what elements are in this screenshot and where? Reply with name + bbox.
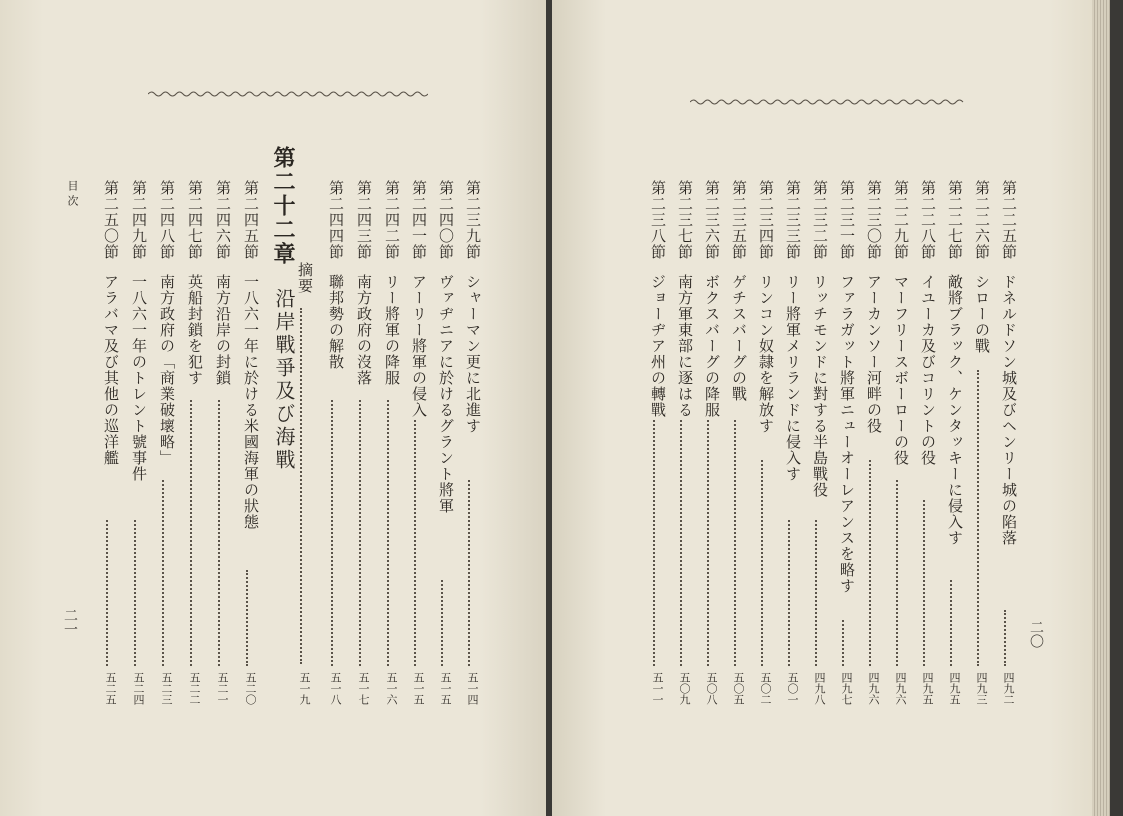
dot-leader [162,480,165,666]
running-header: 目次 [66,180,79,210]
section-title: シャーマン更に北進す [464,274,482,434]
page-number: 四九八 [813,672,826,705]
page-number: 四九六 [867,672,880,705]
section-title: リー將軍メリランドに侵入す [784,274,802,482]
left-page [0,0,546,816]
toc-entry [670,180,694,705]
section-number: 第二三二節 [811,180,829,260]
page-edges [1092,0,1110,816]
page-number: 四九六 [894,672,907,705]
section-title: アーリー將軍の侵入 [410,274,428,418]
dot-leader [653,420,656,666]
toc-entry [832,180,856,705]
section-title: 南方政府の「商業破壞略」 [158,274,176,466]
page-number: 五一九 [298,672,311,705]
toc-entry [913,180,937,705]
dot-leader [950,580,953,666]
dot-leader [869,460,872,666]
toc-entry [643,180,667,705]
folio-number: 二〇 [1028,620,1044,648]
chapter-number: 第二十二章 [270,146,296,266]
toc-entry [967,180,991,705]
chapter-summary [290,262,314,705]
dot-leader [1004,610,1007,666]
section-title: マーフリースボーローの役 [892,274,910,466]
section-number: 第二三一節 [838,180,856,260]
dot-leader [359,400,362,666]
page-number: 四九五 [948,672,961,705]
section-number: 第二四五節 [242,180,260,260]
dot-leader [331,400,334,666]
dot-leader [246,570,249,666]
page-number: 五一四 [466,672,479,705]
dot-leader [441,580,444,666]
dot-leader [134,520,137,666]
section-title: 一八六一年に於ける米國海軍の狀態 [242,274,260,530]
toc-entry [805,180,829,705]
section-title: 南方軍東部に逐はる [676,274,694,418]
toc-entry [886,180,910,705]
top-wavy-rule [148,90,428,98]
page-number: 五〇二 [759,672,772,705]
section-number: 第二二六節 [973,180,991,260]
section-number: 第二二五節 [1000,180,1018,260]
toc-entry [377,180,401,705]
section-number: 第二三四節 [757,180,775,260]
toc-entry [152,180,176,705]
toc-entry [404,180,428,705]
section-number: 第二三七節 [676,180,694,260]
page-number: 五二五 [104,672,117,705]
section-number: 第二三三節 [784,180,802,260]
summary-label: 摘要 [296,262,314,294]
section-number: 第二四七節 [186,180,204,260]
section-number: 第二三九節 [464,180,482,260]
toc-entry [124,180,148,705]
section-number: 第二四一節 [410,180,428,260]
page-number: 五二四 [132,672,145,705]
chapter-title: 沿岸戰爭及び海戰 [272,288,296,472]
page-number: 五二一 [216,672,229,705]
section-number: 第二四〇節 [437,180,455,260]
toc-entry [994,180,1018,705]
section-number: 第二四三節 [355,180,373,260]
page-number: 五一八 [329,672,342,705]
section-number: 第二四八節 [158,180,176,260]
toc-entry [778,180,802,705]
top-wavy-rule [690,98,966,106]
section-number: 第二四四節 [327,180,345,260]
section-number: 第二二七節 [946,180,964,260]
dot-leader [414,420,417,666]
section-title: シローの戰 [973,274,991,354]
dot-leader [977,370,980,666]
toc-entry [859,180,883,705]
dot-leader [815,520,818,666]
folio-number: 二一 [62,608,78,636]
section-title: リッチモンドに對する半島戰役 [811,274,829,498]
toc-entry [431,180,455,705]
section-title: ヴァヂニアに於けるグラント將軍 [437,274,455,514]
section-title: 英船封鎖を犯す [186,274,204,386]
page-number: 五一一 [651,672,664,705]
dot-leader [387,400,390,666]
toc-entry [940,180,964,705]
page-number: 四九三 [975,672,988,705]
section-title: リンコン奴隷を解放す [757,274,775,434]
toc-entry [96,180,120,705]
page-number: 五一六 [385,672,398,705]
section-number: 第二三六節 [703,180,721,260]
page-number: 五〇一 [786,672,799,705]
dot-leader [300,308,303,664]
toc-entry [321,180,345,705]
toc-entry [208,180,232,705]
page-number: 五二三 [160,672,173,705]
page-number: 五二〇 [244,672,257,705]
page-number: 五一七 [357,672,370,705]
dot-leader [190,400,193,666]
section-title: ジョーヂア州の轉戰 [649,274,667,418]
section-number: 第二二八節 [919,180,937,260]
dot-leader [734,420,737,666]
page-number: 五一五 [412,672,425,705]
section-title: 南方沿岸の封鎖 [214,274,232,386]
page-number: 五〇五 [732,672,745,705]
dot-leader [923,500,926,666]
dot-leader [842,620,845,666]
page-number: 四九七 [840,672,853,705]
section-title: 南方政府の沒落 [355,274,373,386]
dot-leader [468,480,471,666]
toc-entry [236,180,260,705]
dot-leader [896,480,899,666]
section-title: リー將軍の降服 [383,274,401,386]
section-number: 第二五〇節 [102,180,120,260]
section-title: アーカンソー河畔の役 [865,274,883,434]
toc-entry [180,180,204,705]
section-title: 聯邦勢の解散 [327,274,345,370]
page-number: 五二二 [188,672,201,705]
section-title: 敵將ブラック、ケンタッキーに侵入す [946,274,964,546]
section-title: ボクスバーグの降服 [703,274,721,418]
toc-entry [458,180,482,705]
section-title: ドネルドソン城及びヘンリー城の陷落 [1000,274,1018,546]
dot-leader [106,520,109,666]
toc-entry [724,180,748,705]
section-title: ゲチスバーグの戰 [730,274,748,402]
section-title: 一八六一年のトレント號事件 [130,274,148,482]
section-title: イユーカ及びコリントの役 [919,274,937,466]
dot-leader [761,460,764,666]
page-number: 五一五 [439,672,452,705]
section-title: アラバマ及び其他の巡洋艦 [102,274,120,466]
section-number: 第二三〇節 [865,180,883,260]
section-number: 第二三八節 [649,180,667,260]
toc-entry [751,180,775,705]
page-number: 五〇九 [678,672,691,705]
section-number: 第二四九節 [130,180,148,260]
section-number: 第二三五節 [730,180,748,260]
toc-entry [697,180,721,705]
dot-leader [788,520,791,666]
section-number: 第二四六節 [214,180,232,260]
page-number: 四九五 [921,672,934,705]
dot-leader [707,420,710,666]
page-number: 五〇八 [705,672,718,705]
section-number: 第二二九節 [892,180,910,260]
section-title: ファラガット將軍ニューオーレアンスを略す [838,274,856,594]
page-number: 四九二 [1002,672,1015,705]
dot-leader [218,400,221,666]
section-number: 第二四二節 [383,180,401,260]
dot-leader [680,420,683,666]
toc-entry [349,180,373,705]
right-page [552,0,1092,816]
